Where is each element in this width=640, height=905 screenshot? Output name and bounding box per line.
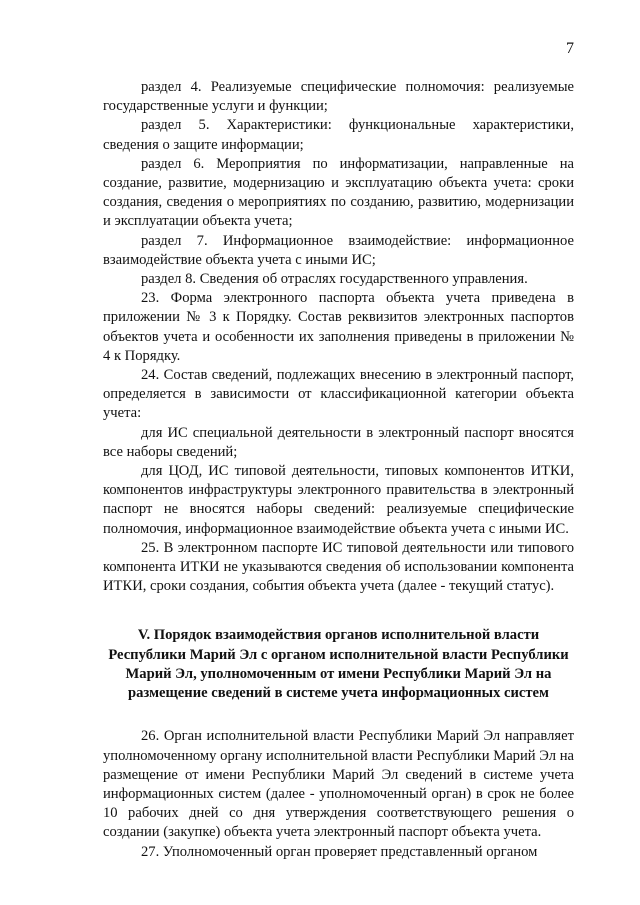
page-number: 7 xyxy=(566,40,574,57)
paragraph-section-7: раздел 7. Информационное взаимодействие: информационное взаимодействие объекта учета с иными ИС; xyxy=(103,232,574,268)
paragraph-25: 25. В электронном паспорте ИС типовой деятельности или типового компонента ИТКИ не указываются сведения об использовании компонента ИТКИ, сроки создания, события объекта учета (далее - текущий статус). xyxy=(103,539,574,595)
document-body xyxy=(103,78,574,862)
paragraph-section-8: раздел 8. Сведения об отраслях государственного управления. xyxy=(141,271,528,288)
paragraph-24: 24. Состав сведений, подлежащих внесению в электронный паспорт, определяется в зависимости от классификационной категории объекта учета: xyxy=(103,367,574,422)
paragraph-section-6: раздел 6. Мероприятия по информатизации, направленные на создание, развитие, модернизацию и эксплуатацию объекта учета: сроки создания, сведения о мероприятиях по созданию, развитию, модернизации и эксплуатации объекта учета; xyxy=(103,155,574,230)
paragraph-26: 26. Орган исполнительной власти Республики Марий Эл направляет уполномоченному органу исполнительной власти Республики Марий Эл на размещение от имени Республики Марий Эл сведений в системе учета информационных систем (далее - уполномоченный орган) в срок не более 10 рабочих дней со дня утверждения соответствующего решения о создании (закупке) объекта учета электронный паспорт объекта учета. xyxy=(103,728,574,841)
paragraph-24-special-is: для ИС специальной деятельности в электронный паспорт вносятся все наборы сведений; xyxy=(103,424,574,460)
paragraph-24-typical: для ЦОД, ИС типовой деятельности, типовых компонентов ИТКИ, компонентов инфраструктуры электронного правительства в электронный паспорт не вносятся наборы сведений: реализуемые специфические полномочия, информационное взаимодействие объекта учета с иными ИС. xyxy=(103,463,574,537)
paragraph-section-5: раздел 5. Характеристики: функциональные характеристики, сведения о защите информации; xyxy=(103,117,574,153)
paragraph-27: 27. Уполномоченный орган проверяет представленный органом xyxy=(141,843,538,860)
paragraph-section-4: раздел 4. Реализуемые специфические полномочия: реализуемые государственные услуги и функции; xyxy=(103,79,574,115)
paragraph-23: 23. Форма электронного паспорта объекта учета приведена в приложении № 3 к Порядку. Состав реквизитов электронных паспортов объектов учета и особенности их заполнения приведены в приложении № 4 к Порядку. xyxy=(103,290,574,364)
section-heading: V. Порядок взаимодействия органов исполнительной власти Республики Марий Эл с органом исполнительной власти Республики Марий Эл, уполномоченным от имени Республики Марий Эл на размещение сведений в системе учета информационных систем xyxy=(108,627,569,702)
